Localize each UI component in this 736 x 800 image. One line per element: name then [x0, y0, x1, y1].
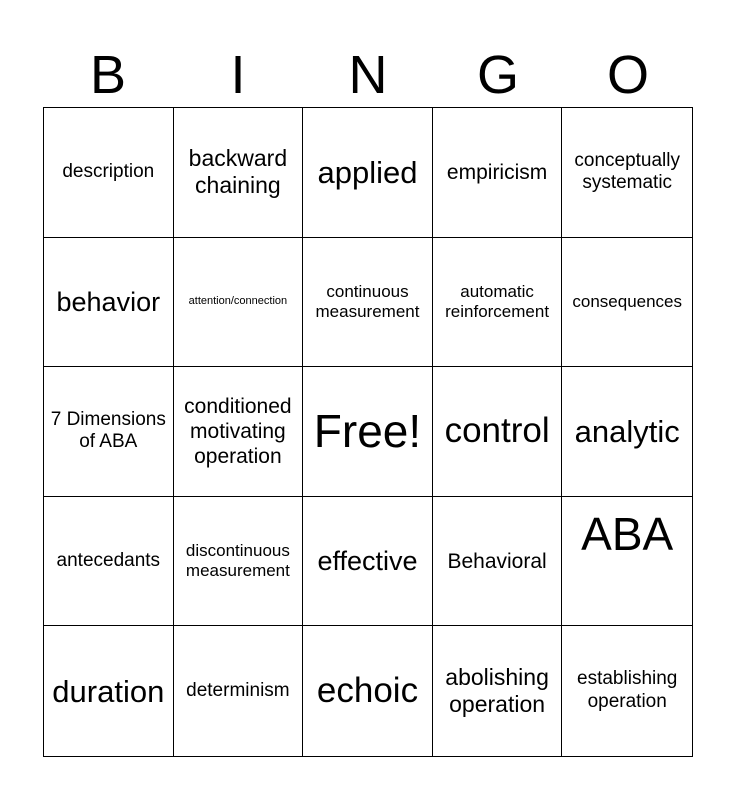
bingo-cell[interactable]: echoic [303, 626, 433, 756]
bingo-cell[interactable]: duration [44, 626, 174, 756]
bingo-cell[interactable]: control [433, 367, 563, 497]
bingo-header [43, 42, 693, 108]
bingo-cell[interactable]: automatic reinforcement [433, 238, 563, 368]
bingo-cell[interactable]: attention/connection [174, 238, 304, 368]
bingo-cell[interactable]: establishing operation [577, 668, 678, 713]
header-letter-o: O [606, 45, 649, 105]
header-letter-n: N [348, 45, 388, 105]
bingo-cell[interactable]: backward chaining [174, 108, 304, 238]
bingo-cell[interactable]: Behavioral [433, 497, 563, 627]
bingo-card-grid [43, 107, 693, 757]
bingo-cell[interactable]: 7 Dimensions of ABA [44, 367, 174, 497]
bingo-cell[interactable]: discontinuous measurement [174, 497, 304, 627]
header-letter-b: B [89, 45, 127, 105]
bingo-cell[interactable]: empiricism [433, 108, 563, 238]
bingo-cell[interactable]: antecedants [44, 497, 174, 627]
header-letter-i: I [230, 45, 246, 105]
bingo-cell[interactable]: conceptually systematic [562, 108, 692, 238]
bingo-cell[interactable]: conditioned motivating operation [174, 367, 304, 497]
bingo-cell[interactable]: applied [303, 108, 433, 238]
header-letter-g: G [476, 45, 519, 105]
bingo-cell[interactable]: abolishing operation [433, 626, 563, 756]
bingo-cell[interactable]: analytic [562, 367, 692, 497]
bingo-cell[interactable]: description [44, 108, 174, 238]
bingo-cell[interactable]: determinism [174, 626, 304, 756]
free-space-cell[interactable]: Free! [303, 367, 433, 497]
bingo-cell[interactable]: effective [303, 497, 433, 627]
bingo-cell[interactable]: ABA [562, 497, 692, 627]
bingo-cell[interactable]: continuous measurement [303, 238, 433, 368]
bingo-cell[interactable]: consequences [562, 238, 692, 368]
bingo-cell[interactable]: behavior [44, 238, 174, 368]
